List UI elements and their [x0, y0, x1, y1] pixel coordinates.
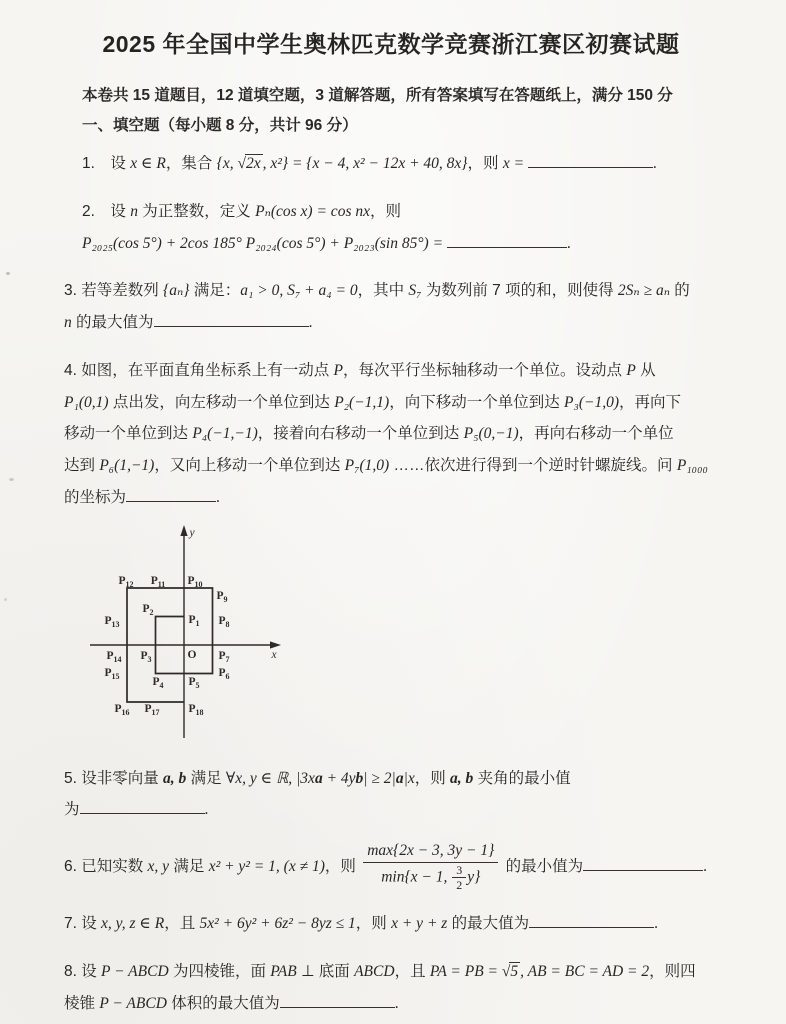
text-segment: b: [355, 769, 364, 787]
question-4: [64, 355, 718, 514]
point-label: $P_{10}$: [187, 574, 203, 589]
question-6: [64, 842, 718, 892]
question-1: [82, 148, 718, 180]
text-segment: , AB = BC = AD = 2: [520, 962, 650, 980]
question-5: [64, 763, 718, 827]
text-segment: ，则: [355, 914, 392, 932]
text-segment: 移动一个单位到达: [64, 425, 193, 443]
text-segment: P₁(0,1): [64, 393, 109, 411]
text-segment: ，向下移动一个单位到达: [389, 393, 565, 411]
text-segment: P − ABCD: [99, 994, 167, 1012]
fraction: [452, 864, 466, 892]
text-segment: ，再向右移动一个单位: [518, 425, 674, 443]
text-segment: P₇(1,0): [344, 457, 390, 475]
point-label: $P_{14}$: [106, 649, 122, 664]
text-segment: P₂₀₂₅(cos 5°) + 2cos 185° P₂₀₂₄(cos 5°) + P₂₀₂₃(sin 85°) =: [82, 234, 447, 252]
text-segment: x² + y² = 1, (x ≠ 1): [208, 858, 325, 876]
text-segment: a: [395, 769, 404, 787]
text-segment: P: [626, 361, 636, 379]
text-segment: 从: [635, 361, 656, 379]
question-7: [64, 908, 718, 940]
text-segment: .: [308, 314, 313, 332]
text-segment: .: [394, 994, 399, 1012]
question-line: [64, 908, 718, 940]
text-segment: 4. 如图，在平面直角坐标系上有一动点: [64, 361, 334, 379]
text-segment: 7. 设: [64, 914, 102, 932]
scan-speck: [6, 272, 10, 275]
point-label: $P_4$: [152, 675, 164, 690]
point-label: $P_2$: [142, 602, 154, 617]
scan-speck: [9, 478, 14, 481]
text-segment: | ≥ 2|: [363, 769, 396, 787]
text-segment: .: [652, 155, 657, 172]
question-line: [64, 275, 718, 307]
text-segment: ……依次进行得到一个逆时针螺旋线。问: [389, 457, 677, 475]
questions-5-to-8: [64, 763, 718, 1020]
point-label: O: [187, 648, 197, 661]
text-segment: 为正整数，定义: [137, 202, 256, 220]
text-segment: x ∈ R: [130, 155, 166, 172]
text-segment: a, b: [450, 769, 474, 787]
text-segment: n: [64, 314, 72, 332]
exam-instructions: 本卷共 15 道题目，12 道填空题，3 道解答题，所有答案填写在答题纸上，满分 150 分: [82, 87, 673, 104]
answer-blank: [154, 311, 309, 327]
text-segment: PA = PB =: [429, 962, 502, 980]
text-segment: 3: [456, 862, 463, 877]
answer-blank: [126, 486, 216, 502]
text-segment: P₆(1,−1): [99, 457, 155, 475]
point-label: $P_6$: [218, 666, 230, 681]
point-label: $P_9$: [216, 589, 228, 604]
text-segment: ，又向上移动一个单位到达: [154, 457, 345, 475]
text-segment: ABCD: [354, 962, 395, 980]
text-segment: P₃(−1,0): [564, 393, 620, 411]
text-segment: 的最大值为: [447, 914, 530, 932]
answer-blank: [447, 232, 567, 248]
text-segment: 满足：: [189, 282, 241, 300]
text-segment: 2x: [245, 155, 261, 172]
text-segment: y}: [467, 868, 481, 886]
text-segment: P₁₀₀₀: [676, 457, 708, 475]
question-line: [64, 988, 718, 1020]
text-segment: {aₙ}: [163, 282, 190, 300]
question-line: [64, 418, 718, 450]
text-segment: ，则四: [649, 962, 696, 980]
question-line: [64, 450, 718, 482]
text-segment: ，集合: [165, 155, 217, 172]
text-segment: a, b: [163, 769, 187, 787]
text-segment: 5x² + 6y² + 6z² − 8yz ≤ 1: [199, 914, 356, 932]
text-segment: .: [216, 488, 220, 506]
text-segment: ，每次平行坐标轴移动一个单位。设动点: [343, 361, 627, 379]
question-line: [64, 956, 718, 988]
answer-blank: [583, 855, 703, 871]
question-line: [64, 794, 718, 826]
text-segment: ，则: [324, 858, 361, 876]
question-line: [82, 196, 718, 228]
point-label: $P_5$: [188, 675, 200, 690]
text-segment: P₅(0,−1): [463, 425, 519, 443]
text-segment: x, y, z ∈ R: [101, 914, 165, 932]
text-segment: .: [703, 858, 708, 876]
text-segment: P₄(−1,−1): [192, 425, 258, 443]
scan-speck: [4, 598, 7, 601]
point-label: $P_{18}$: [188, 702, 204, 717]
text-segment: 体积的最大值为: [166, 994, 280, 1012]
text-segment: 2Sₙ ≥ aₙ: [617, 282, 670, 300]
answer-blank: [80, 799, 205, 815]
text-segment: {x,: [216, 155, 238, 172]
text-segment: n: [130, 202, 138, 220]
point-label: $P_{17}$: [144, 702, 160, 717]
answer-blank: [528, 152, 653, 168]
text-segment: a₁ > 0, S₇ + a₄ = 0: [240, 282, 358, 300]
answer-blank: [529, 912, 654, 928]
question-line: [64, 307, 718, 339]
text-segment: 达到: [64, 457, 100, 475]
question-3: [64, 275, 718, 339]
question-line: [82, 148, 718, 180]
point-label: $P_{15}$: [104, 666, 120, 681]
y-axis-arrow: [180, 525, 187, 536]
question-line: [64, 355, 718, 387]
text-segment: ⊥ 底面: [296, 962, 355, 980]
text-segment: ，其中: [357, 282, 409, 300]
text-segment: P − ABCD: [101, 962, 169, 980]
answer-blank: [280, 992, 395, 1008]
text-segment: PAB: [270, 962, 297, 980]
text-segment: 2: [456, 878, 463, 893]
point-label: $P_{11}$: [150, 574, 166, 589]
axis-label: x: [271, 648, 277, 661]
point-label: $P_{12}$: [118, 574, 134, 589]
text-segment: x =: [502, 155, 528, 172]
text-segment: 2. 设: [82, 202, 131, 220]
point-label: $P_{16}$: [114, 702, 130, 717]
text-segment: ，则: [467, 155, 503, 172]
text-segment: 为数列前 7 项的和，则使得: [421, 282, 618, 300]
text-segment: 的: [669, 282, 690, 300]
question-line: [64, 763, 718, 795]
questions-1-to-4: [64, 148, 718, 514]
text-segment: max{2x − 3, 3y − 1}: [367, 842, 495, 860]
text-segment: + 4y: [322, 769, 356, 787]
text-segment: x, y: [147, 858, 170, 876]
text-segment: 3. 若等差数列: [64, 282, 164, 300]
text-segment: 满足: [186, 769, 226, 787]
text-segment: 5. 设非零向量: [64, 769, 164, 787]
text-segment: ∀x, y ∈ ℝ, |3x: [225, 769, 315, 787]
text-segment: 5: [510, 962, 519, 980]
text-segment: Pₙ(cos x) = cos nx: [255, 202, 370, 220]
x-axis-arrow: [270, 641, 281, 648]
text-segment: ，且: [164, 914, 200, 932]
text-segment: |x: [403, 769, 415, 787]
point-label: $P_7$: [218, 649, 230, 664]
text-segment: 棱锥: [64, 994, 100, 1012]
exam-title: 2025 年全国中学生奥林匹克数学竞赛浙江赛区初赛试题: [102, 31, 680, 57]
text-segment: , x²} = {x − 4, x² − 12x + 40, 8x}: [262, 155, 468, 172]
question-line: [64, 842, 718, 892]
text-segment: √: [501, 962, 511, 980]
text-segment: S₇: [408, 282, 422, 300]
fraction: [363, 842, 498, 892]
question-line: [64, 387, 718, 419]
text-segment: .: [566, 234, 571, 252]
question-8: [64, 956, 718, 1020]
question-line: [82, 228, 718, 260]
text-segment: 的最大值为: [71, 314, 154, 332]
question-line: [64, 482, 718, 514]
text-segment: 满足: [169, 858, 209, 876]
axis-label: y: [189, 526, 195, 539]
question-2: [82, 196, 718, 260]
text-segment: min{x − 1,: [381, 868, 452, 886]
text-segment: 的坐标为: [64, 488, 127, 506]
text-segment: 点出发，向左移动一个单位到达: [108, 393, 335, 411]
point-label: $P_8$: [218, 614, 230, 629]
text-segment: 1. 设: [82, 155, 131, 172]
text-segment: P₂(−1,1): [334, 393, 390, 411]
text-segment: 6. 已知实数: [64, 858, 148, 876]
text-segment: 为: [64, 801, 80, 819]
spiral-diagram: [88, 524, 300, 746]
text-segment: ，则: [369, 202, 401, 220]
text-segment: x + y + z: [391, 914, 448, 932]
text-segment: √: [237, 155, 246, 172]
text-segment: 夹角的最小值: [473, 769, 571, 787]
point-label: $P_{13}$: [104, 614, 120, 629]
text-segment: .: [204, 801, 209, 819]
question-4-figure: [88, 524, 718, 751]
text-segment: 为四棱锥，面: [168, 962, 271, 980]
point-label: $P_1$: [188, 613, 200, 628]
section-1-heading: 一、填空题（每小题 8 分，共计 96 分）: [82, 117, 358, 134]
text-segment: ，接着向右移动一个单位到达: [257, 425, 464, 443]
text-segment: 的最小值为: [501, 858, 584, 876]
point-label: $P_3$: [140, 649, 152, 664]
text-segment: a: [314, 769, 323, 787]
text-segment: ，再向下: [619, 393, 682, 411]
text-segment: .: [654, 914, 658, 932]
text-segment: ，且: [394, 962, 430, 980]
text-segment: P: [333, 361, 344, 379]
text-segment: ，则: [414, 769, 451, 787]
text-segment: 8. 设: [64, 962, 102, 980]
